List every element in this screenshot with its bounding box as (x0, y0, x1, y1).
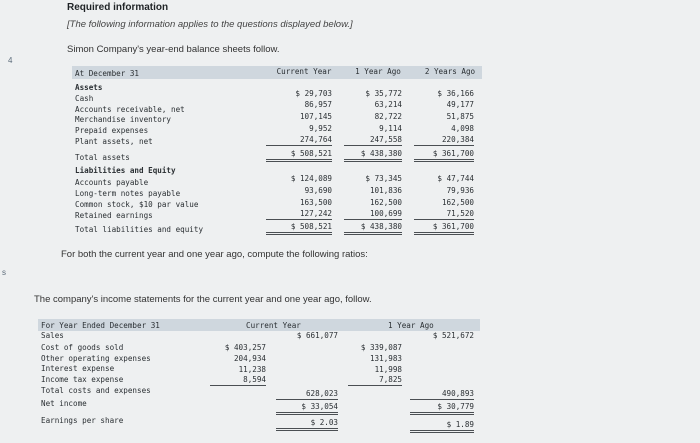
instruction-text: [The following information applies to the questions displayed below.] (67, 19, 353, 30)
bs-cell: 101,836 (369, 186, 402, 195)
bs-row-label: Cash (75, 94, 94, 103)
bs-cell: $ 47,744 (437, 174, 474, 183)
sales-current: $ 661,077 (296, 331, 338, 340)
is-cell: 7,825 (348, 375, 402, 386)
bs-row-label: Common stock, $10 par value (75, 200, 199, 209)
bs-header-current: Current Year (276, 67, 332, 76)
bs-cell: 162,500 (369, 198, 402, 207)
bs-cell: 49,177 (446, 100, 474, 109)
bs-cell: 100,699 (344, 209, 402, 220)
bs-cell: 274,764 (266, 135, 332, 146)
bs-row-label: Accounts payable (75, 178, 149, 187)
is-row-label: Income tax expense (41, 375, 124, 384)
bs-cell: 93,690 (304, 186, 332, 195)
bs-row-label: Merchandise inventory (75, 115, 172, 124)
total-costs-1yr: 490,893 (410, 389, 474, 400)
bs-cell: $ 35,772 (365, 89, 402, 98)
is-cell: 11,998 (374, 365, 402, 374)
bs-cell: 9,114 (379, 124, 402, 133)
bs-header-2yr: 2 Years Ago (424, 67, 476, 76)
total-liab-c1: $ 508,521 (266, 222, 332, 235)
bs-cell: 86,957 (304, 100, 332, 109)
is-header-label: For Year Ended December 31 (41, 321, 160, 330)
sales-1yr: $ 521,672 (432, 331, 474, 340)
total-liab-c2: $ 438,380 (344, 222, 402, 235)
total-liab-c3: $ 361,700 (414, 222, 474, 235)
bs-cell: 107,145 (299, 112, 332, 121)
is-cell: $ 403,257 (224, 343, 266, 352)
bs-cell: 162,500 (441, 198, 474, 207)
is-cell: 8,594 (210, 375, 266, 386)
balance-intro: Simon Company's year-end balance sheets follow. (67, 44, 280, 55)
eps-label: Earnings per share (41, 416, 124, 425)
is-row-label: Cost of goods sold (41, 343, 124, 352)
bs-cell: $ 73,345 (365, 174, 402, 183)
net-income-1yr: $ 30,779 (410, 402, 474, 415)
is-cell: $ 339,087 (360, 343, 402, 352)
bs-cell: $ 29,703 (295, 89, 332, 98)
income-intro: The company's income statements for the current year and one year ago, follow. (34, 294, 372, 305)
bs-cell: $ 124,089 (290, 174, 332, 183)
total-costs-current: 628,023 (276, 389, 338, 400)
margin-number: 4 (8, 56, 13, 65)
bs-cell: 9,952 (309, 124, 332, 133)
bs-cell: 79,936 (446, 186, 474, 195)
bs-row-label: Long-term notes payable (75, 189, 181, 198)
sales-label: Sales (41, 331, 64, 340)
total-assets-c1: $ 508,521 (266, 149, 332, 162)
is-cell: 131,983 (369, 354, 402, 363)
total-assets-c3: $ 361,700 (414, 149, 474, 162)
bs-cell: 4,098 (451, 124, 474, 133)
bs-header-label: At December 31 (75, 69, 140, 78)
is-header-current: Current Year (246, 321, 301, 330)
bs-cell: 247,558 (344, 135, 402, 146)
liabilities-heading: Liabilities and Equity (75, 166, 176, 175)
bs-row-label: Accounts receivable, net (75, 105, 185, 114)
is-cell: 11,238 (238, 365, 266, 374)
assets-heading: Assets (75, 83, 103, 92)
required-info-heading: Required information (67, 2, 169, 13)
margin-number: s (2, 268, 6, 277)
is-cell: 204,934 (233, 354, 266, 363)
total-costs-label: Total costs and expenses (41, 386, 151, 395)
bs-cell: 127,242 (266, 209, 332, 220)
bs-cell: 220,384 (414, 135, 474, 146)
eps-1yr: $ 1.89 (410, 420, 474, 433)
is-header-1yr: 1 Year Ago (388, 321, 434, 330)
bs-cell: 71,520 (414, 209, 474, 220)
bs-cell: 163,500 (299, 198, 332, 207)
total-assets-label: Total assets (75, 153, 130, 162)
net-income-label: Net income (41, 399, 87, 408)
bs-row-label: Prepaid expenses (75, 126, 149, 135)
bs-cell: 63,214 (374, 100, 402, 109)
total-liab-label: Total liabilities and equity (75, 225, 204, 234)
net-income-current: $ 33,054 (276, 402, 338, 415)
ratios-prompt: For both the current year and one year ago, compute the following ratios: (61, 249, 368, 260)
is-row-label: Other operating expenses (41, 354, 151, 363)
bs-cell: 51,875 (446, 112, 474, 121)
is-row-label: Interest expense (41, 364, 115, 373)
bs-cell: 82,722 (374, 112, 402, 121)
total-assets-c2: $ 438,380 (344, 149, 402, 162)
bs-cell: $ 36,166 (437, 89, 474, 98)
bs-header-1yr: 1 Year Ago (355, 67, 401, 76)
bs-row-label: Retained earnings (75, 211, 153, 220)
bs-row-label: Plant assets, net (75, 137, 153, 146)
eps-current: $ 2.03 (276, 418, 338, 431)
